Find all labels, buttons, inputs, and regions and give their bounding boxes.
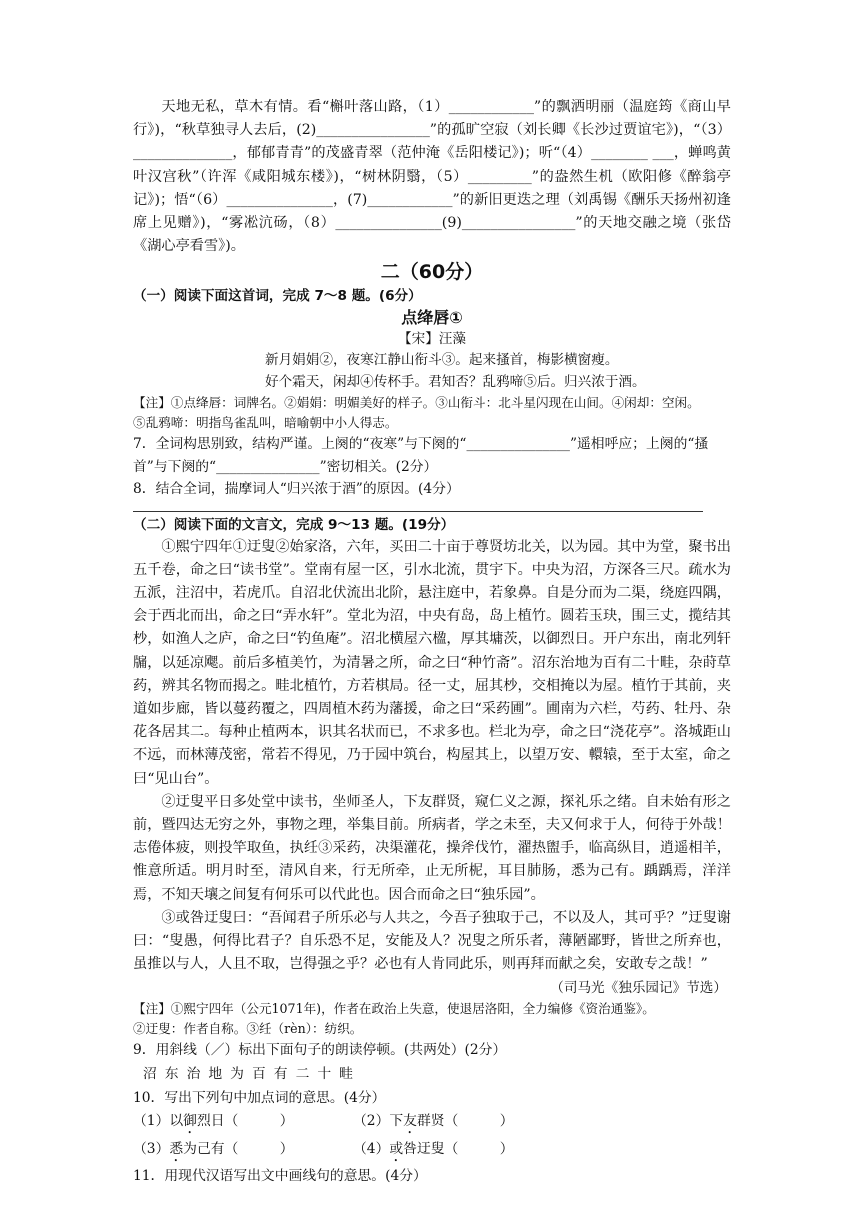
- prose-paragraph-2: ②迂叟平日多处堂中读书，坐师圣人，下友群贤，窥仁义之源，探礼乐之绪。自未始有形之前，暨四达无穷之外，事物之理，举集目前。所病者，学之未至，夫又何求于人，何待于外哉！志倦体疲，则投竿取鱼，执纴③采药，决渠灌花，操斧伐竹，濯热盥手，临高纵目，逍遥相羊，惟意所适。明月时至，清风自来，行无所牵，止无所柅，耳目肺肠，悉为己有。踽踽焉，洋洋焉，不知天壤之间复有何乐可以代此也。因合而命之曰“独乐园”。: [133, 793, 731, 903]
- part2-heading: （二）阅读下面的文言文，完成 9～13 题。(19分）: [133, 516, 455, 533]
- question-7: 7．全词构思别致，结构严谨。上阕的“夜寒”与下阕的“_______________”遥相呼应；上阕的“搔首”与下阕的“_______________”密切相关。(2分）: [133, 436, 709, 475]
- answer-line: [133, 501, 703, 512]
- fill-blank-paragraph: 天地无私，草木有情。看“槲叶落山路，（1）____________”的飘洒明丽（温庭筠《商山早行》)，“秋草独寻人去后，(2)________________”的孤旷空寂（刘长卿《长沙过贾谊宅》)，“（3）______________，郁郁青青”的茂盛青翠（范仲淹《岳阳楼记》)；听“（4）________ ___，蝉鸣黄叶汉宫秋”（许浑《咸阳城东楼》)，“树林阴翳，（5）_________”的盎然生机（欧阳修《醉翁亭记》)；悟“（6）_______________，(7)____________”的新旧更迭之理（刘禹锡《酬乐天扬州初逢席上见赠》)，“雾凇沆砀，（8）_______________(9)________________”的天地交融之境（张岱《湖心亭看雪》)。: [133, 99, 731, 255]
- poem-author: 【宋】汪藻: [398, 331, 466, 348]
- poem-title: 点绛唇①: [401, 308, 463, 328]
- prose-note: 【注】①熙宁四年（公元1071年)，作者在政治上失意，使退居洛阳，全力编修《资治通鉴》。: [133, 1000, 655, 1016]
- poem-line: 新月娟娟②，夜寒江静山衔斗③。起来搔首，梅影横窗瘦。: [265, 352, 619, 369]
- exam-page: [133, 96, 731, 1188]
- question-9-sentence: 沼东治地为百有二十畦: [143, 1065, 361, 1082]
- section-two-title: 二（60分）: [380, 261, 484, 284]
- q10-item-1: （1）以御烈日（ ）: [133, 1113, 294, 1130]
- q10-item-3: （3）悉为己有（ ）: [133, 1141, 294, 1158]
- q10-item-4: （4）或咎迂叟（ ）: [353, 1141, 514, 1158]
- part1-heading: （一）阅读下面这首词，完成 7～8 题。(6分）: [133, 288, 422, 305]
- question-9: 9．用斜线（／）标出下面句子的朗读停顿。(共两处）(2分）: [133, 1041, 507, 1058]
- question-11: 11．用现代汉语写出文中画线句的意思。(4分）: [133, 1168, 427, 1185]
- prose-note: ②迂叟：作者自称。③纴（rèn）：纺织。: [133, 1020, 363, 1036]
- poem-note: ⑤乱鸦啼：明指鸟雀乱叫，暗喻朝中小人得志。: [133, 415, 398, 431]
- question-10: 10．写出下列句中加点词的意思。(4分）: [133, 1089, 386, 1106]
- question-10-row: [133, 1137, 731, 1165]
- q10-item-2: （2）下友群贤（ ）: [353, 1113, 514, 1130]
- prose-paragraph-3: ③或咎迂叟曰：“吾闻君子所乐必与人共之，今吾子独取于己，不以及人，其可乎？”迂叟谢曰：“叟愚，何得比君子？自乐恐不足，安能及人？况叟之所乐者，薄陋鄙野，皆世之所弃也，虽推以与人，人且不取，岂得强之乎？必也有人肯同此乐，则再拜而献之矣，安敢专之哉！”: [133, 909, 731, 973]
- prose-paragraph-1: ①熙宁四年①迂叟②始家洛，六年，买田二十亩于尊贤坊北关，以为园。其中为堂，聚书出五千卷，命之曰“读书堂”。堂南有屋一区，引水北流，贯宇下。中央为沼，方深各三尺。疏水为五派，注沼中，若虎爪。自沼北伏流出北阶，悬注庭中，若象鼻。自是分而为二渠，绕庭四隅，会于西北而出，命之曰“弄水轩”。堂北为沼，中央有岛，岛上植竹。圆若玉玦，围三丈，揽结其杪，如渔人之庐，命之曰“钓鱼庵”。沼北横屋六楹，厚其墉茨，以御烈日。开户东出，南北列轩牖，以延凉飔。前后多植美竹，为清暑之所，命之曰“种竹斋”。沼东治地为百有二十畦，杂莳草药，辨其名物而揭之。畦北植竹，方若棋局。径一丈，屈其杪，交相掩以为屋。植竹于其前，夹道如步廊，皆以蔓药覆之，四周植木药为藩援，命之曰“采药圃”。圃南为六栏，芍药、牡丹、杂花各居其二。每种止植两本，识其名状而已，不求多也。栏北为亭，命之曰“浇花亭”。洛城距山不远，而林薄茂密，常若不得见，乃于园中筑台，构屋其上，以望万安、轘辕，至于太室，命之曰“见山台”。: [133, 538, 731, 787]
- prose-source: （司马光《独乐园记》节选）: [550, 979, 727, 996]
- question-8: 8．结合全词，揣摩词人“归兴浓于酒”的原因。(4分）: [133, 481, 460, 498]
- question-10-row: [133, 1109, 731, 1137]
- poem-note: 【注】①点绛唇：词牌名。②娟娟：明媚美好的样子。③山衔斗：北斗星闪现在山间。④闲却：空闲。: [133, 395, 700, 411]
- poem-line: 好个霜天，闲却④传杯手。君知否？乱鸦啼⑤后。归兴浓于酒。: [265, 374, 646, 391]
